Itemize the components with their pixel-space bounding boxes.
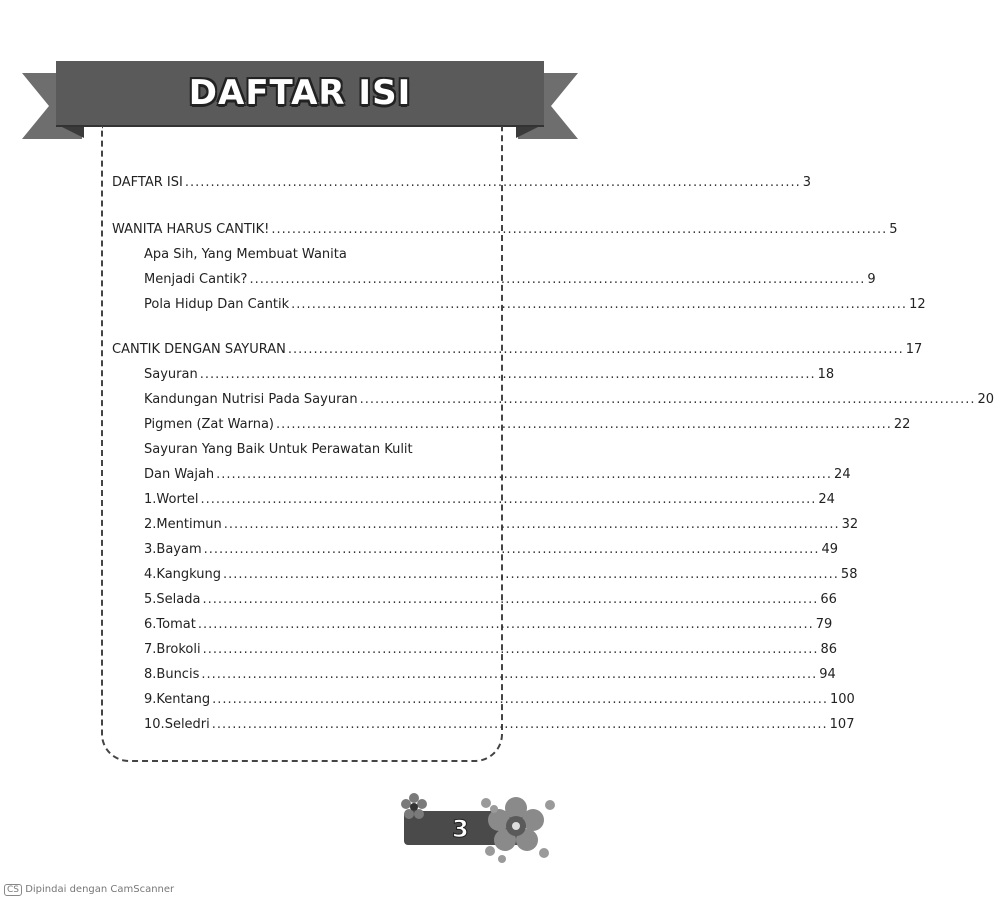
toc-entry-page: 12 (909, 297, 926, 312)
toc-numbered-entry[interactable] (112, 637, 838, 662)
entry-number: 9. (144, 692, 157, 707)
toc-entry-continued[interactable] (112, 267, 876, 292)
entry-number: 4. (144, 567, 157, 582)
toc-numbered-entry[interactable] (112, 662, 836, 687)
toc-entry[interactable] (112, 217, 898, 242)
dot-leader: ........................................................................................................................ (197, 617, 814, 632)
toc-entry-page: 5 (889, 222, 898, 237)
toc-entry-page: 17 (905, 342, 923, 357)
dot-leader: ........................................................................................................................ (216, 467, 833, 482)
dot-leader: ........................................................................................................................ (271, 222, 888, 237)
toc-entry[interactable] (112, 337, 923, 362)
page-title: DAFTAR ISI (188, 73, 412, 113)
entry-number: 6. (144, 617, 157, 632)
toc-entry-title: Seledri (164, 717, 210, 732)
toc-entry[interactable] (112, 437, 494, 462)
toc-entry-page: 18 (817, 367, 835, 382)
page-number: 3 (452, 815, 469, 843)
toc-entry-title: Apa Sih, Yang Membuat Wanita (144, 247, 347, 262)
toc-entry[interactable] (112, 412, 911, 437)
toc-entry[interactable] (112, 362, 835, 387)
scanner-text: Dipindai dengan CamScanner (25, 884, 175, 895)
toc-entry-page: 3 (802, 175, 812, 190)
toc-numbered-entry[interactable] (112, 587, 837, 612)
toc-entry-title: Selada (156, 592, 201, 607)
toc-entry[interactable] (112, 242, 494, 267)
toc-entry-title: Kangkung (156, 567, 222, 582)
toc-numbered-entry[interactable] (112, 612, 833, 637)
toc-numbered-entry[interactable] (112, 487, 835, 512)
toc-entry-page: 66 (820, 592, 837, 607)
dot-leader: ........................................................................................................................ (203, 542, 820, 557)
dot-leader: ........................................................................................................................ (184, 175, 801, 190)
camscanner-logo: CS (4, 884, 22, 896)
toc-entry-page: 100 (829, 692, 855, 707)
toc-entry-page: 24 (834, 467, 851, 482)
toc-entry-page: 58 (840, 567, 858, 582)
toc-numbered-entry[interactable] (112, 562, 858, 587)
toc-entry-page: 86 (820, 642, 838, 657)
toc-entry-title: Wortel (156, 492, 199, 507)
dot-leader: ........................................................................................................................ (202, 642, 819, 657)
toc-numbered-entry[interactable] (112, 512, 859, 537)
page-number-badge (394, 789, 564, 867)
toc-entry-page: 22 (893, 417, 911, 432)
dot-leader: ........................................................................................................................ (202, 592, 819, 607)
toc-entry-title: Kandungan Nutrisi Pada Sayuran (144, 392, 358, 407)
dot-leader: ........................................................................................................................ (291, 297, 908, 312)
table-of-contents (112, 170, 995, 737)
toc-entry[interactable] (112, 387, 995, 412)
toc-entry-continued[interactable] (112, 462, 851, 487)
toc-entry-title: Kentang (156, 692, 211, 707)
toc-entry-page: 49 (821, 542, 839, 557)
toc-numbered-entry[interactable] (112, 537, 839, 562)
dot-leader: ........................................................................................................................ (200, 492, 817, 507)
toc-entry-title: Dan Wajah (144, 467, 215, 482)
toc-entry-page: 94 (819, 667, 836, 682)
dot-leader: ........................................................................................................................ (223, 517, 840, 532)
dot-leader: ........................................................................................................................ (249, 272, 866, 287)
entry-number: 8. (144, 667, 157, 682)
toc-numbered-entry[interactable] (112, 712, 855, 737)
toc-entry-page: 24 (818, 492, 835, 507)
toc-entry-title: Tomat (156, 617, 196, 632)
toc-numbered-entry[interactable] (112, 687, 855, 712)
scanner-watermark (4, 884, 174, 895)
toc-entry-title: Menjadi Cantik? (144, 272, 248, 287)
title-banner (56, 61, 544, 125)
toc-entry-title: Brokoli (156, 642, 201, 657)
toc-entry-title: Bayam (156, 542, 202, 557)
dot-leader: ........................................................................................................................ (211, 717, 828, 732)
dot-leader: ........................................................................................................................ (276, 417, 892, 432)
entry-number: 2. (144, 517, 157, 532)
toc-entry-page: 107 (829, 717, 855, 732)
toc-entry-page: 9 (867, 272, 876, 287)
toc-entry-title: CANTIK DENGAN SAYURAN (112, 342, 286, 357)
toc-entry-title: Pigmen (Zat Warna) (144, 417, 275, 432)
toc-entry-title: Sayuran Yang Baik Untuk Perawatan Kulit (144, 442, 413, 457)
dot-leader: ........................................................................................................................ (223, 567, 839, 582)
toc-entry-title: Pola Hidup Dan Cantik (144, 297, 290, 312)
dot-leader: ........................................................................................................................ (199, 367, 816, 382)
toc-entry-page: 79 (815, 617, 833, 632)
entry-number: 3. (144, 542, 157, 557)
toc-entry-title: DAFTAR ISI (112, 175, 183, 190)
toc-entry-title: WANITA HARUS CANTIK! (112, 222, 270, 237)
toc-entry-title: Buncis (156, 667, 200, 682)
entry-number: 5. (144, 592, 157, 607)
toc-entry[interactable] (112, 170, 812, 195)
dot-leader: ........................................................................................................................ (359, 392, 976, 407)
toc-entry[interactable] (112, 292, 926, 317)
toc-entry-title: Sayuran (144, 367, 198, 382)
toc-entry-page: 20 (977, 392, 995, 407)
toc-entry-page: 32 (841, 517, 859, 532)
dot-leader: ........................................................................................................................ (201, 667, 818, 682)
dot-leader: ........................................................................................................................ (212, 692, 828, 707)
entry-number: 1. (144, 492, 157, 507)
entry-number: 7. (144, 642, 157, 657)
toc-entry-title: Mentimun (156, 517, 222, 532)
entry-number: 10. (144, 717, 165, 732)
dot-leader: ........................................................................................................................ (287, 342, 904, 357)
